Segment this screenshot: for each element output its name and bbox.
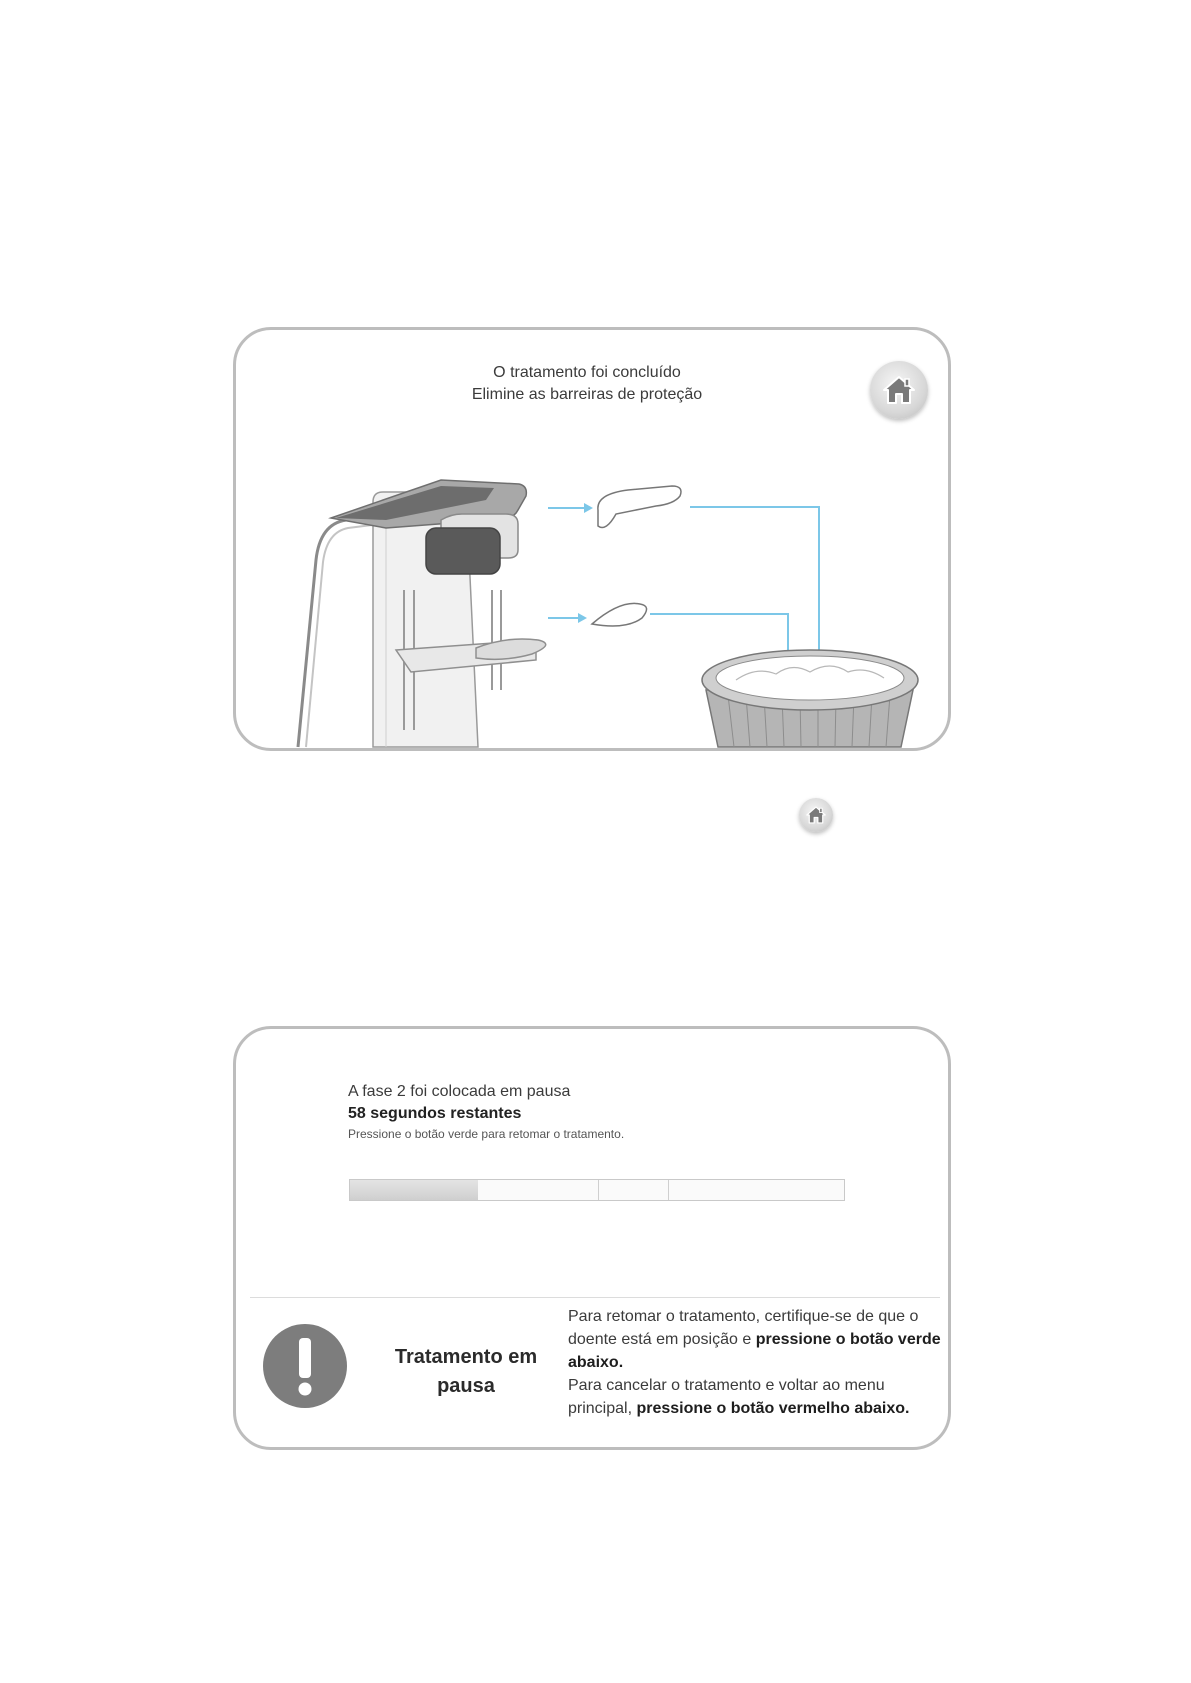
remaining-time: 58 segundos restantes [348,1105,522,1122]
phase-paused-status: A fase 2 foi colocada em pausa [348,1083,571,1100]
header-text [236,362,948,406]
cancel-instruction-bold: pressione o botão vermelho abaixo. [636,1400,910,1417]
exclamation-icon [290,1334,320,1398]
progress-segment [420,1180,599,1200]
progress-segment [599,1180,669,1200]
resume-hint: Pressione o botão verde para retomar o tratamento. [348,1127,625,1141]
progress-segment [350,1180,420,1200]
home-button[interactable] [870,361,928,419]
treatment-complete-screen [233,327,951,751]
progress-segment [669,1180,844,1200]
remove-barriers-instruction: Elimine as barreiras de proteção [471,386,703,403]
home-icon [805,805,827,825]
alert-icon-wrapper [263,1324,347,1408]
resume-instruction: Para retomar o tratamento, certifique-se de que o doente está em posição e [568,1308,919,1348]
home-button-reference [799,798,833,832]
home-icon [881,374,917,406]
alert-message [568,1305,948,1420]
divider [250,1297,940,1298]
treatment-paused-screen [233,1026,951,1450]
pause-info [348,1081,624,1143]
barrier-disposal-illustration [236,440,948,750]
treatment-progress-bar [349,1179,845,1201]
treatment-complete-message: O tratamento foi concluído [493,364,681,381]
cancel-instruction: Para cancelar o tratamento e voltar ao menu principal, [568,1377,885,1417]
alert-title: Tratamento em pausa [394,1346,538,1397]
resume-instruction-bold: pressione o botão verde abaixo. [568,1331,941,1371]
